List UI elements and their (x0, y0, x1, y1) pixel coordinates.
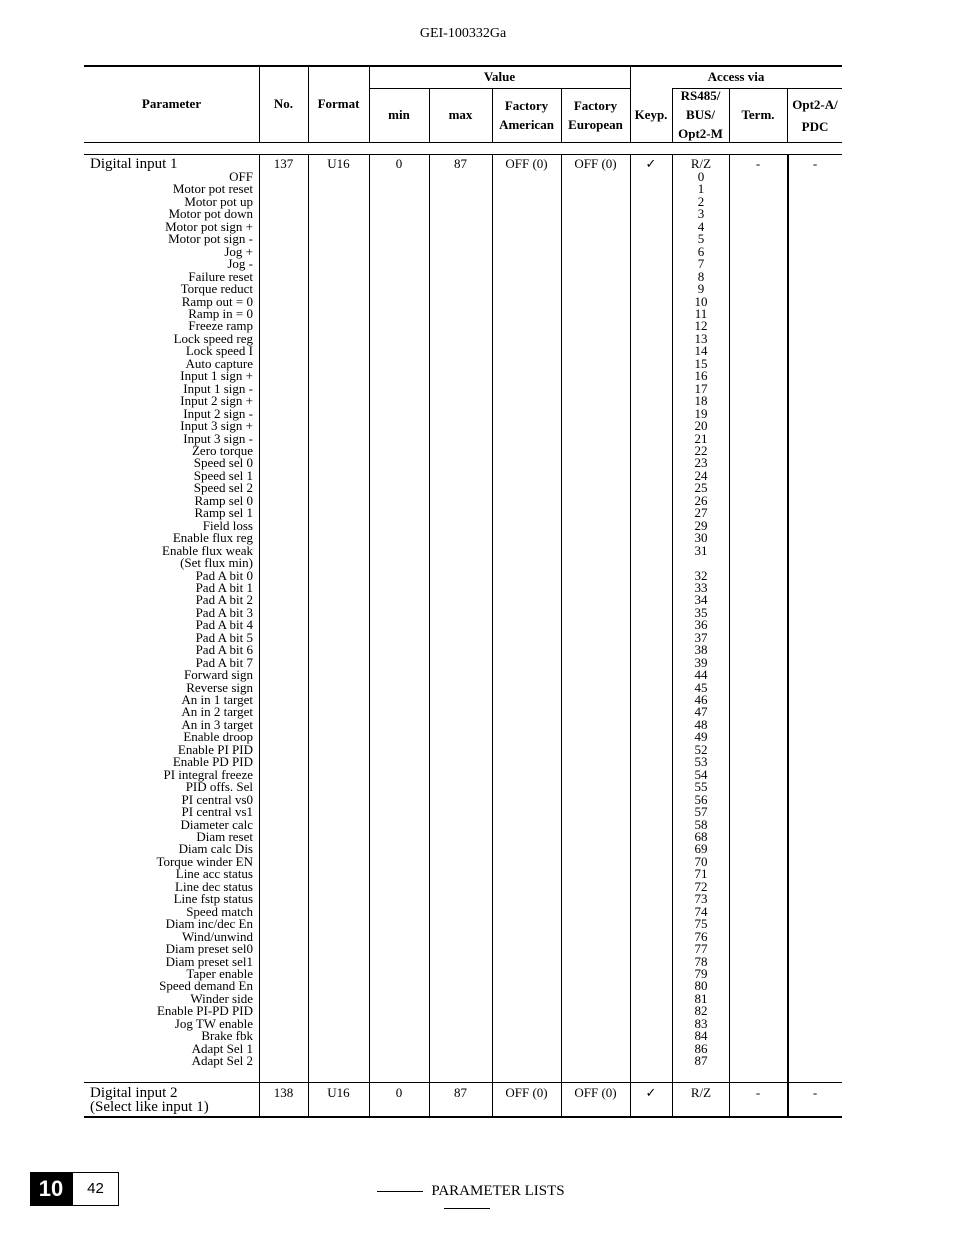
option-code: 11 (694, 305, 708, 321)
option-label: Forward sign (184, 667, 253, 683)
row1-rs485: R/Z (690, 156, 712, 171)
option-code: 58 (694, 816, 708, 832)
footer-rule-left (377, 1191, 423, 1192)
row2-keyp-checkmark: ✓ (645, 1085, 657, 1100)
col-divider (492, 155, 493, 1117)
option-code: 1 (697, 181, 705, 197)
option-code: 68 (694, 829, 708, 845)
option-code: 34 (694, 592, 708, 608)
option-label: Failure reset (188, 268, 253, 284)
option-code: 45 (694, 679, 708, 695)
option-label: Pad A bit 4 (195, 617, 253, 633)
option-code: 22 (694, 442, 708, 458)
option-code: 83 (694, 1015, 708, 1031)
option-code: 29 (694, 517, 708, 533)
option-label: An in 2 target (181, 704, 253, 720)
option-code: 52 (694, 741, 708, 757)
option-code: 20 (694, 418, 708, 434)
option-label: Pad A bit 1 (195, 579, 253, 595)
col-divider (308, 155, 309, 1117)
option-label: Diameter calc (180, 816, 253, 832)
option-label: Speed demand En (159, 978, 253, 994)
option-code: 37 (694, 629, 708, 645)
option-code: 53 (694, 754, 708, 770)
header-rs485-line3: Opt2-M (678, 126, 723, 141)
row1-keyp-checkmark: ✓ (645, 156, 657, 171)
col-divider (630, 155, 631, 1117)
option-label: Adapt Sel 1 (191, 1040, 253, 1056)
option-label: Zero torque (191, 442, 253, 458)
footer-rule-right (444, 1208, 490, 1209)
option-label: Pad A bit 0 (195, 567, 253, 583)
option-label: Enable droop (183, 729, 253, 745)
option-code: 84 (694, 1028, 708, 1044)
option-code: 54 (694, 766, 708, 782)
option-code: 55 (694, 779, 708, 795)
option-label: Input 3 sign - (183, 430, 253, 446)
option-code: 19 (694, 405, 708, 421)
option-label: Ramp out = 0 (181, 293, 253, 309)
option-label: Pad A bit 2 (195, 592, 253, 608)
option-label: Brake fbk (201, 1028, 253, 1044)
option-label: Motor pot down (168, 206, 253, 222)
row2-no: 138 (273, 1085, 294, 1100)
option-label: Ramp sel 0 (194, 492, 253, 508)
option-label: Motor pot up (184, 193, 253, 209)
header-access-via: Access via (707, 69, 765, 84)
row2-factory-american: OFF (0) (505, 1085, 548, 1100)
option-code: 73 (694, 891, 708, 907)
header-opt2-line2: PDC (801, 119, 829, 134)
option-label: Ramp sel 1 (194, 505, 253, 521)
option-code: 76 (694, 928, 708, 944)
option-code: 87 (694, 1053, 708, 1069)
option-label: Pad A bit 7 (195, 654, 253, 670)
option-label: Pad A bit 5 (195, 629, 253, 645)
option-label: Input 2 sign + (180, 393, 253, 409)
option-code: 79 (694, 966, 708, 981)
option-code: 56 (694, 791, 708, 807)
footer-section-label: PARAMETER LISTS (431, 1183, 565, 1199)
option-label: Input 1 sign - (183, 380, 253, 396)
chapter-number: 10 (30, 1172, 72, 1206)
col-divider (561, 155, 562, 1117)
option-label: Ramp in = 0 (188, 305, 253, 321)
row2-min: 0 (395, 1085, 403, 1100)
header-no: No. (273, 96, 294, 111)
option-label: Diam reset (196, 829, 253, 845)
header-factory-american-line2: American (499, 117, 554, 132)
header-max: max (448, 107, 473, 122)
header-rs485-line1: RS485/ (680, 88, 721, 103)
option-label: Line dec status (175, 878, 253, 894)
option-label: Reverse sign (186, 679, 253, 695)
option-code: 24 (694, 467, 708, 483)
option-label: Enable PD PID (172, 754, 253, 770)
row2-format: U16 (327, 1085, 350, 1100)
option-label: Jog - (227, 256, 253, 272)
option-label: Motor pot sign + (165, 218, 253, 234)
option-code: 27 (694, 505, 708, 521)
col-divider (429, 155, 430, 1117)
header-opt2-line1: Opt2-A/ (792, 97, 838, 112)
option-code: 8 (697, 268, 705, 284)
row1-factory-european: OFF (0) (574, 156, 617, 171)
row2-rs485: R/Z (690, 1085, 712, 1100)
header-factory-american (492, 96, 561, 134)
option-code: 33 (694, 579, 708, 595)
option-label: Enable PI PID (177, 741, 253, 757)
option-label: Jog + (224, 243, 253, 259)
option-code: 30 (694, 530, 708, 546)
option-code: 3 (697, 206, 705, 222)
option-code: 7 (697, 256, 705, 272)
option-label: (Set flux min) (180, 555, 253, 571)
option-label: Line fstp status (173, 891, 253, 907)
option-label: Input 1 sign + (180, 368, 253, 384)
header-format: Format (317, 96, 360, 111)
header-value: Value (483, 69, 516, 84)
option-code: 21 (694, 430, 708, 446)
col-divider (259, 155, 260, 1117)
option-label: Enable PI-PD PID (156, 1003, 253, 1019)
option-code: 9 (697, 281, 705, 297)
option-code: 57 (694, 804, 708, 820)
option-code: 86 (694, 1040, 708, 1056)
option-code: 46 (694, 692, 708, 708)
option-code: 14 (694, 343, 708, 359)
option-label: Torque reduct (180, 281, 253, 297)
row2-term: - (755, 1085, 761, 1100)
option-label: Diam calc Dis (178, 841, 253, 857)
option-label: PI integral freeze (163, 766, 253, 782)
header-rs485-line2: BUS/ (686, 107, 715, 122)
option-label: Freeze ramp (188, 318, 253, 334)
option-code: 25 (694, 480, 708, 496)
row1-no: 137 (273, 156, 294, 171)
row1-term: - (755, 156, 761, 171)
row2-factory-european: OFF (0) (574, 1085, 617, 1100)
option-label: Pad A bit 3 (195, 604, 253, 620)
option-label: Lock speed reg (173, 330, 253, 346)
row2-parameter-name: Digital input 2 (90, 1085, 178, 1101)
option-code: 2 (697, 193, 705, 209)
option-label: Field loss (202, 517, 253, 533)
col-divider (369, 155, 370, 1117)
option-label: Enable flux weak (162, 542, 253, 558)
header-factory-american-line1: Factory (504, 98, 549, 113)
option-code: 71 (694, 866, 708, 882)
option-code: 12 (694, 318, 708, 334)
option-label: Auto capture (185, 355, 253, 371)
option-code: 10 (694, 293, 708, 309)
option-label: An in 1 target (181, 692, 253, 708)
option-code: 38 (694, 642, 708, 658)
option-label: Wind/unwind (182, 928, 253, 944)
option-label: Speed match (186, 903, 253, 919)
page-number: 42 (72, 1172, 119, 1206)
option-label: Adapt Sel 2 (191, 1053, 253, 1069)
option-code: 26 (694, 492, 708, 508)
option-label: Input 2 sign - (183, 405, 253, 421)
header-factory-european-line1: Factory (573, 98, 618, 113)
option-label: Pad A bit 6 (195, 642, 253, 658)
row2-max: 87 (454, 1085, 467, 1100)
option-label: Input 3 sign + (180, 418, 253, 434)
option-code-list (672, 171, 730, 1068)
row1-factory-american: OFF (0) (505, 156, 548, 171)
option-code: 6 (697, 243, 705, 259)
row2-parameter-note: (Select like input 1) (90, 1099, 209, 1115)
header-rs485 (672, 86, 729, 143)
option-label: Diam inc/dec En (165, 916, 253, 932)
option-code: 47 (694, 704, 708, 720)
header-opt2 (788, 94, 842, 138)
option-label: Lock speed I (185, 343, 253, 359)
value-group-rule (370, 88, 630, 89)
option-code: 0 (697, 169, 705, 184)
header-factory-european (561, 96, 630, 134)
option-code: 77 (694, 941, 708, 957)
option-label: PI central vs1 (181, 804, 253, 820)
option-code: 5 (697, 231, 705, 247)
option-code: 49 (694, 729, 708, 745)
option-code: 74 (694, 903, 708, 919)
option-label: Winder side (190, 990, 253, 1006)
option-label: Motor pot sign - (168, 231, 253, 247)
option-label: Line acc status (175, 866, 253, 882)
option-code: 31 (694, 542, 708, 558)
option-label: PI central vs0 (181, 791, 253, 807)
row2-opt2: - (812, 1085, 818, 1100)
option-code: 4 (697, 218, 705, 234)
option-code: 82 (694, 1003, 708, 1019)
option-label: An in 3 target (181, 716, 253, 732)
option-code: 36 (694, 617, 708, 633)
option-label: Taper enable (186, 966, 253, 981)
header-factory-european-line2: European (568, 117, 623, 132)
row1-max: 87 (454, 156, 467, 171)
row1-format: U16 (327, 156, 350, 171)
option-code: 39 (694, 654, 708, 670)
option-label: Speed sel 2 (193, 480, 253, 496)
row1-min: 0 (395, 156, 403, 171)
option-code: 69 (694, 841, 708, 857)
footer-section-title (342, 1183, 592, 1217)
option-code: 23 (694, 455, 708, 471)
header-term: Term. (741, 107, 775, 122)
option-code: 80 (694, 978, 708, 994)
row1-parameter-name: Digital input 1 (90, 156, 178, 172)
option-code: 35 (694, 604, 708, 620)
option-label: Speed sel 0 (193, 455, 253, 471)
option-label: Motor pot reset (172, 181, 253, 197)
option-label: Jog TW enable (174, 1015, 253, 1031)
header-keyp: Keyp. (634, 107, 668, 122)
option-label: Enable flux reg (172, 530, 253, 546)
option-label-list (156, 171, 253, 1068)
header-parameter: Parameter (141, 96, 202, 111)
option-code: 78 (694, 953, 708, 969)
option-code: 32 (694, 567, 708, 583)
row1-opt2: - (812, 156, 818, 171)
option-code: 48 (694, 716, 708, 732)
option-code: 72 (694, 878, 708, 894)
option-code: 17 (694, 380, 708, 396)
option-code: 44 (694, 667, 708, 683)
option-label: Torque winder EN (156, 853, 253, 869)
option-label: Diam preset sel1 (165, 953, 253, 969)
option-code: 81 (694, 990, 708, 1006)
option-code: 18 (694, 393, 708, 409)
option-code: 15 (694, 355, 708, 371)
option-label: OFF (229, 169, 253, 184)
header-min: min (388, 107, 410, 122)
option-code: 13 (694, 330, 708, 346)
option-code: 16 (694, 368, 708, 384)
option-code: 75 (694, 916, 708, 932)
option-label: PID offs. Sel (185, 779, 253, 795)
document-id: GEI-100332Ga (419, 26, 507, 41)
option-label: Speed sel 1 (193, 467, 253, 483)
option-label: Diam preset sel0 (165, 941, 253, 957)
option-code: 70 (694, 853, 708, 869)
col-divider (787, 155, 789, 1117)
